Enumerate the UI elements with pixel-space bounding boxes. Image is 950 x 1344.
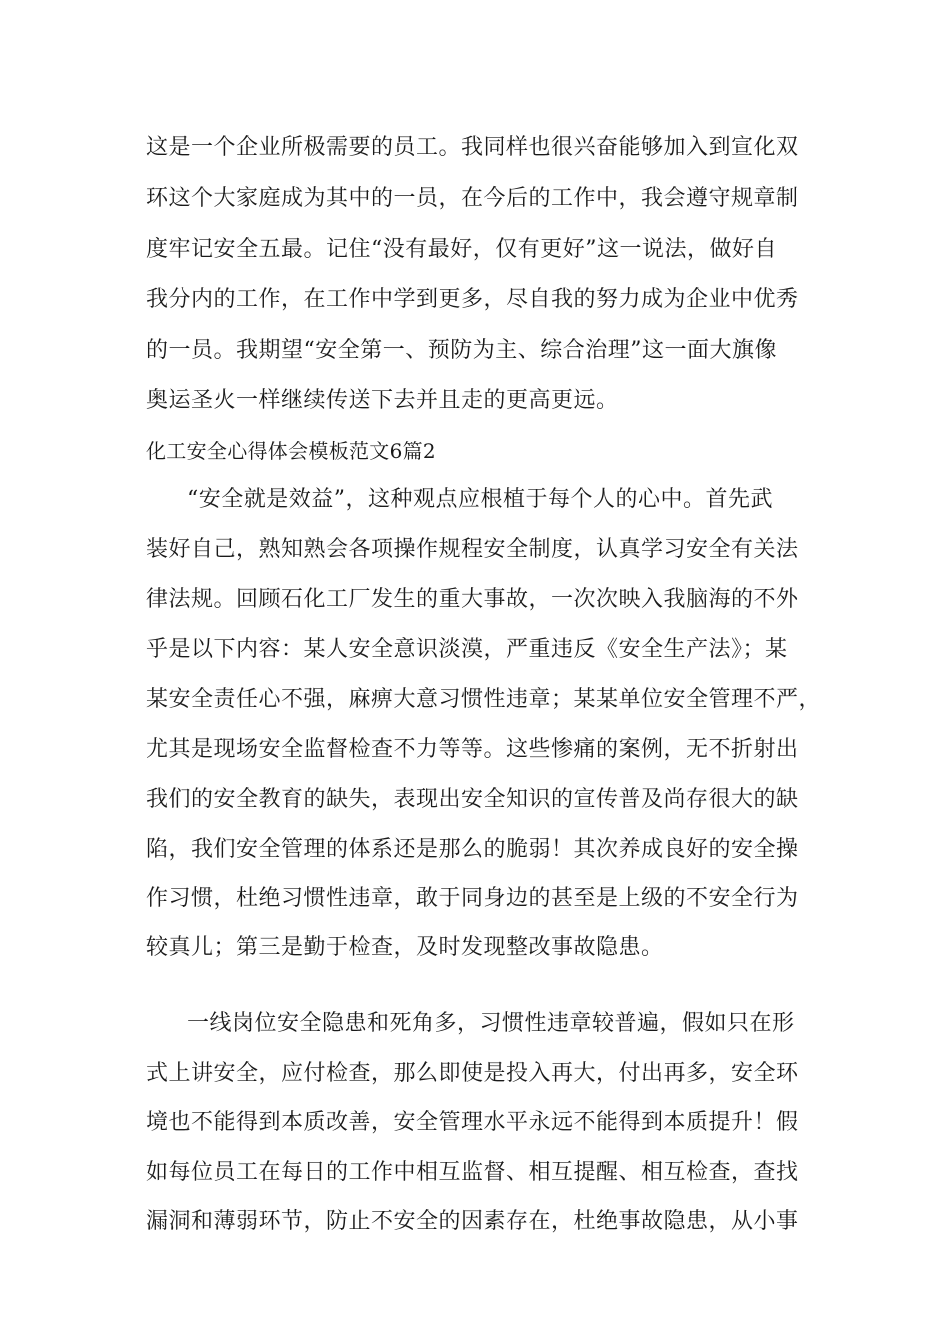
text-line: 环这个大家庭成为其中的一员，在今后的工作中，我会遵守规章制 (146, 186, 799, 211)
text-line: 境也不能得到本质改善，安全管理水平永远不能得到本质提升！假 (146, 1110, 799, 1135)
text-line: 律法规。回顾石化工厂发生的重大事故，一次次映入我脑海的不外 (146, 587, 799, 612)
text-line: 漏洞和薄弱环节，防止不安全的因素存在，杜绝事故隐患，从小事 (146, 1209, 799, 1234)
text-line: 如每位员工在每日的工作中相互监督、相互提醒、相互检查，查找 (146, 1160, 799, 1185)
text-line: 我分内的工作，在工作中学到更多，尽自我的努力成为企业中优秀 (146, 287, 799, 312)
text-line: 这是一个企业所极需要的员工。我同样也很兴奋能够加入到宣化双 (146, 135, 799, 160)
text-line: 作习惯，杜绝习惯性违章，敢于同身边的甚至是上级的不安全行为 (146, 886, 799, 911)
text-line: 装好自己，熟知熟会各项操作规程安全制度，认真学习安全有关法 (146, 537, 799, 562)
paragraph-first-line: 一线岗位安全隐患和死角多，习惯性违章较普遍，假如只在形 (187, 1011, 795, 1036)
text-line: 某安全责任心不强，麻痹大意习惯性违章；某某单位安全管理不严， (146, 687, 822, 712)
text-line: 我们的安全教育的缺失，表现出安全知识的宣传普及尚存很大的缺 (146, 787, 799, 812)
text-line: 度牢记安全五最。记住“没有最好，仅有更好”这一说法，做好自 (146, 237, 777, 262)
paragraph-first-line: “安全就是效益”，这种观点应根植于每个人的心中。首先武 (187, 487, 773, 512)
text-line: 陷，我们安全管理的体系还是那么的脆弱！其次养成良好的安全操 (146, 837, 799, 862)
section-heading: 化工安全心得体会模板范文6篇2 (146, 439, 436, 463)
text-line: 式上讲安全，应付检查，那么即使是投入再大，付出再多，安全环 (146, 1061, 799, 1086)
text-line: 尤其是现场安全监督检查不力等等。这些惨痛的案例，无不折射出 (146, 737, 799, 762)
text-line: 较真儿；第三是勤于检查，及时发现整改事故隐患。 (146, 935, 664, 960)
text-line: 乎是以下内容：某人安全意识淡漠，严重违反《安全生产法》；某 (146, 637, 788, 662)
text-line: 奥运圣火一样继续传送下去并且走的更高更远。 (146, 388, 619, 413)
text-line: 的一员。我期望“安全第一、预防为主、综合治理”这一面大旗像 (146, 338, 777, 363)
